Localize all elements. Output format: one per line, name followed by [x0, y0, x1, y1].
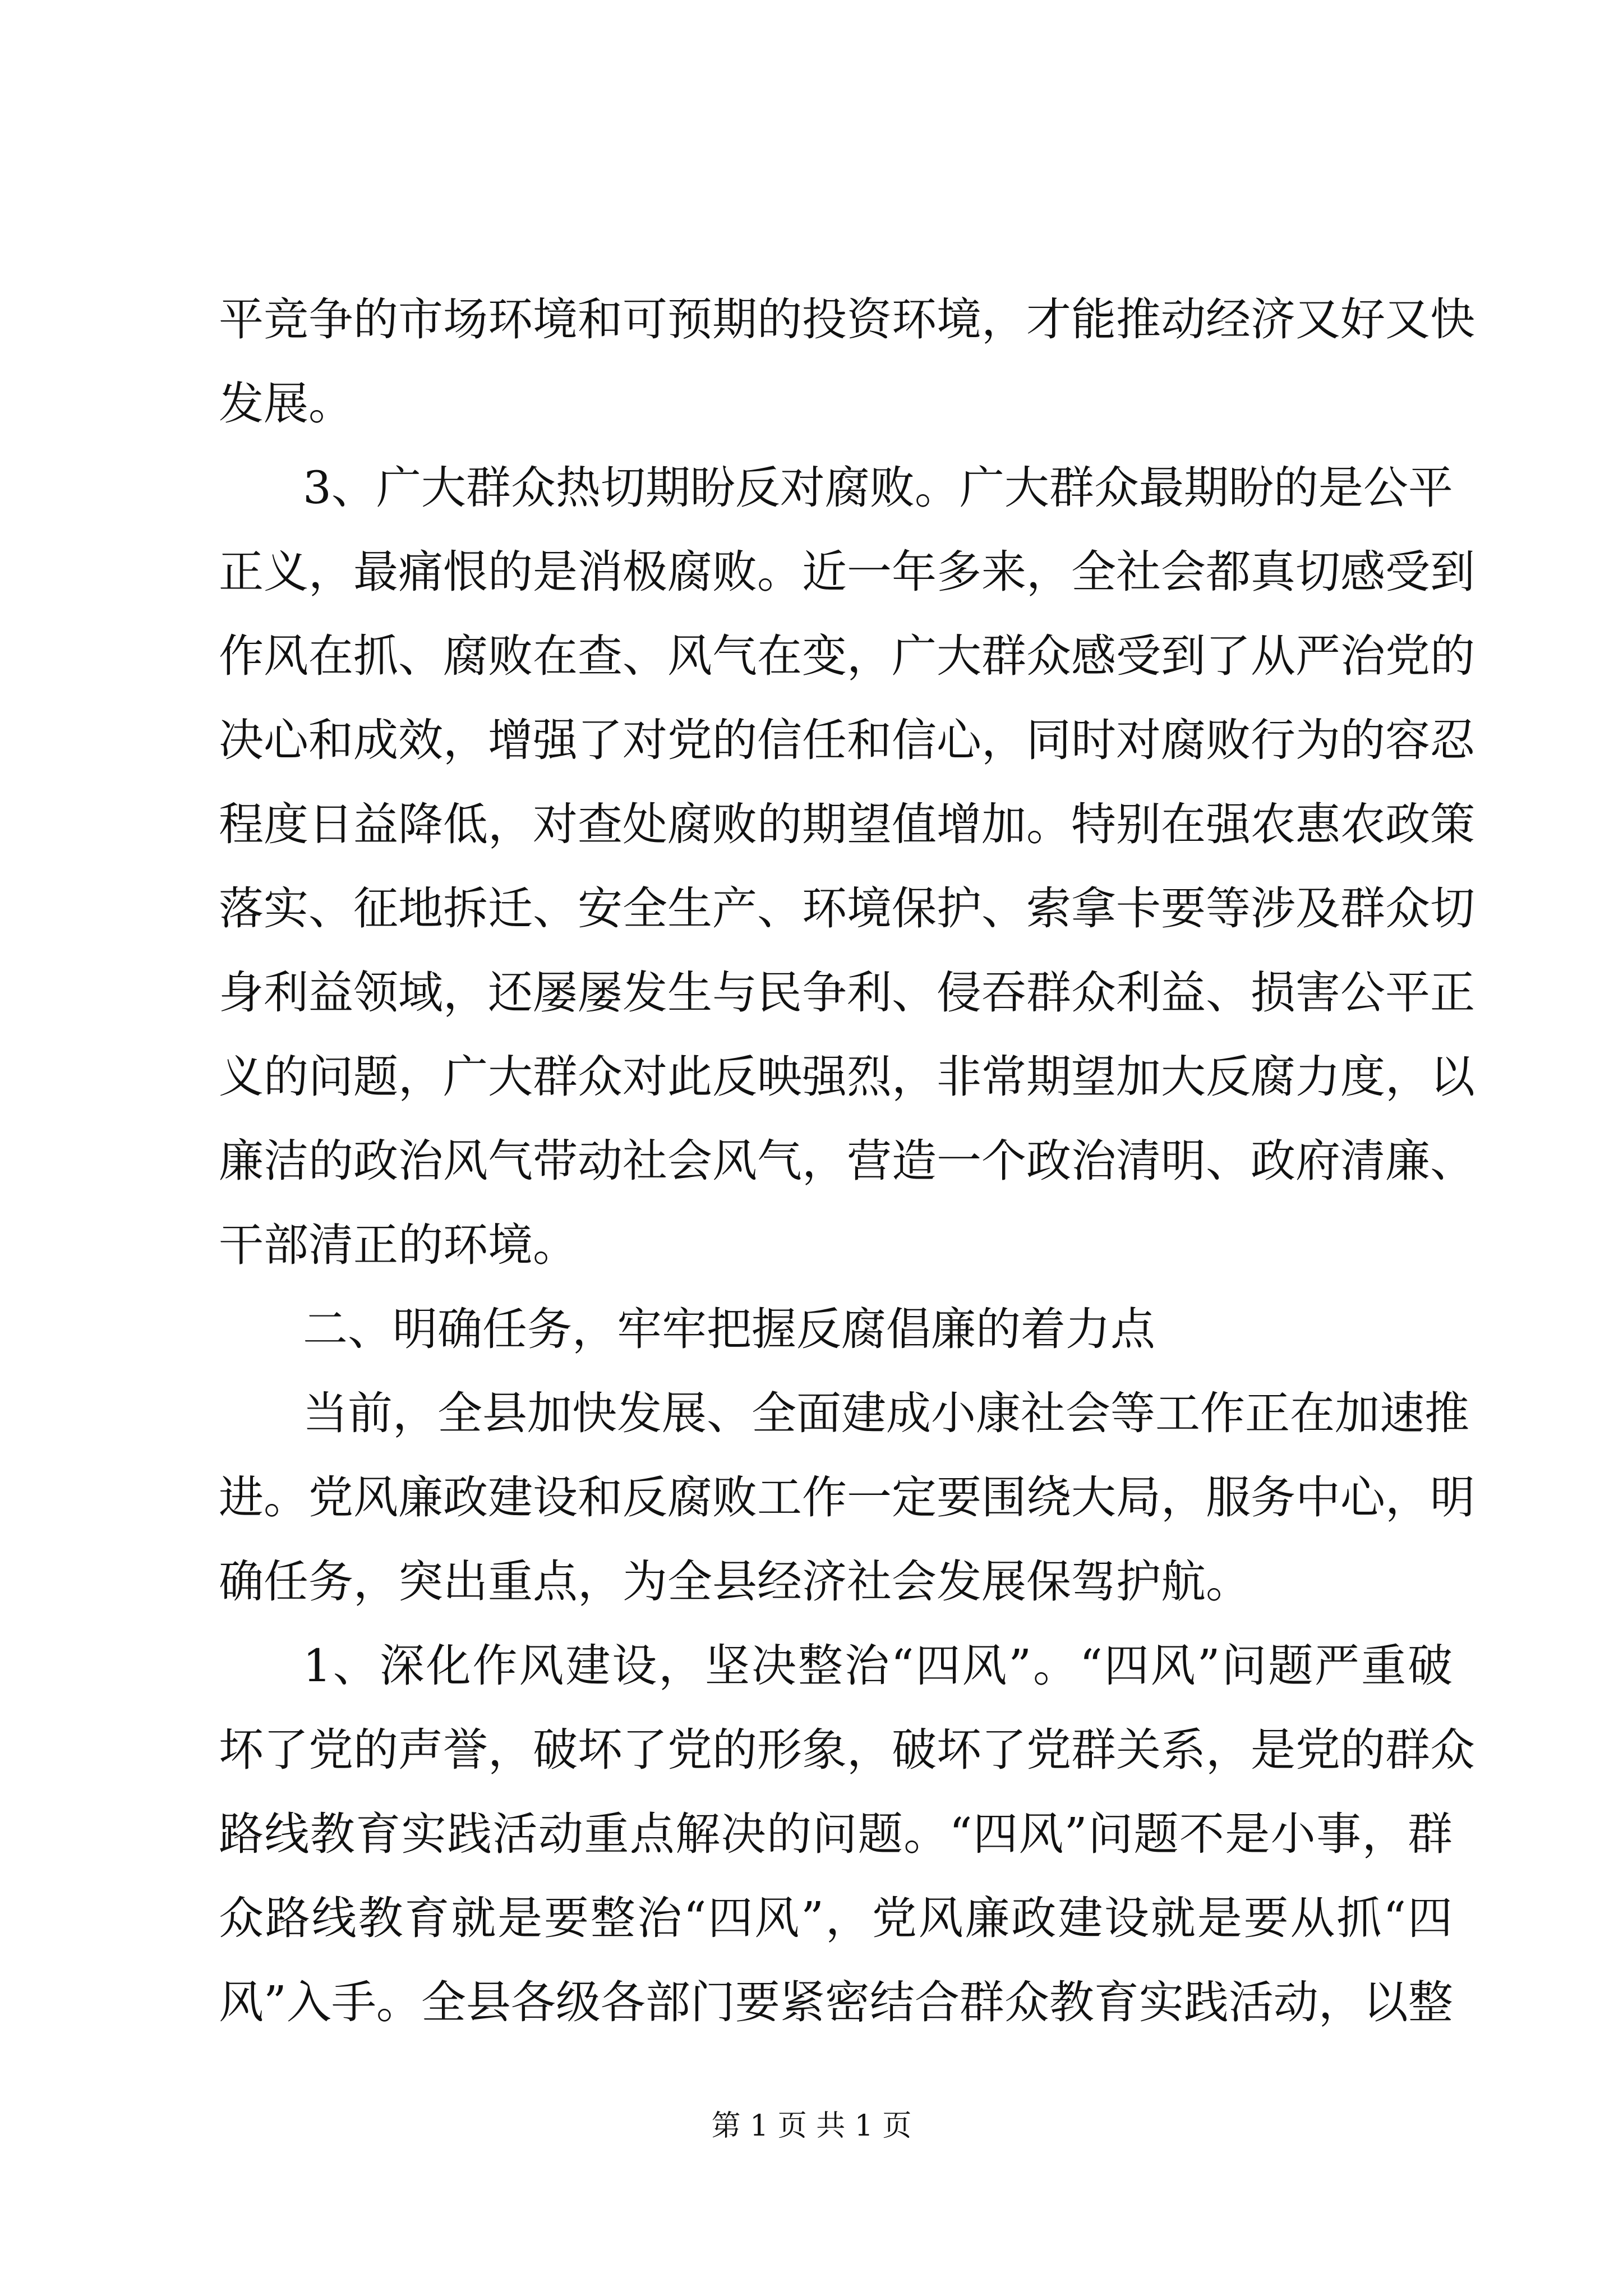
text-line: 程度日益降低，对查处腐败的期望值增加。特别在强农惠农政策	[219, 798, 1475, 850]
section-heading: 二、明确任务，牢牢把握反腐倡廉的着力点	[303, 1303, 1155, 1355]
text-line: 1、深化作风建设，坚决整治“四风”。“四风”问题严重破	[303, 1640, 1453, 1692]
text-line: 干部清正的环境。	[219, 1219, 578, 1271]
text-line: 身利益领域，还屡屡发生与民争利、侵吞群众利益、损害公平正	[219, 967, 1475, 1019]
text-line: 平竞争的市场环境和可预期的投资环境，才能推动经济又好又快	[219, 293, 1475, 346]
text-line: 坏了党的声誉，破坏了党的形象，破坏了党群关系，是党的群众	[219, 1724, 1475, 1776]
text-line: 3、广大群众热切期盼反对腐败。广大群众最期盼的是公平	[303, 462, 1453, 514]
page-footer: 第 1 页 共 1 页	[711, 2109, 912, 2143]
text-line: 路线教育实践活动重点解决的问题。“四风”问题不是小事，群	[219, 1808, 1453, 1860]
text-line: 决心和成效，增强了对党的信任和信心，同时对腐败行为的容忍	[219, 714, 1475, 766]
text-line: 作风在抓、腐败在查、风气在变，广大群众感受到了从严治党的	[219, 630, 1475, 682]
text-line: 当前，全县加快发展、全面建成小康社会等工作正在加速推	[303, 1387, 1469, 1439]
text-line: 风”入手。全县各级各部门要紧密结合群众教育实践活动，以整	[219, 1976, 1453, 2028]
text-line: 落实、征地拆迁、安全生产、环境保护、索拿卡要等涉及群众切	[219, 882, 1475, 935]
text-line: 廉洁的政治风气带动社会风气，营造一个政治清明、政府清廉、	[219, 1135, 1475, 1187]
text-line: 确任务，突出重点，为全县经济社会发展保驾护航。	[219, 1556, 1251, 1608]
text-line: 义的问题，广大群众对此反映强烈，非常期望加大反腐力度，以	[219, 1051, 1475, 1103]
text-line: 正义，最痛恨的是消极腐败。近一年多来，全社会都真切感受到	[219, 546, 1475, 598]
text-line: 众路线教育就是要整治“四风”，党风廉政建设就是要从抓“四	[219, 1892, 1453, 1944]
text-line: 发展。	[219, 378, 353, 430]
text-line: 进。党风廉政建设和反腐败工作一定要围绕大局，服务中心，明	[219, 1471, 1475, 1524]
